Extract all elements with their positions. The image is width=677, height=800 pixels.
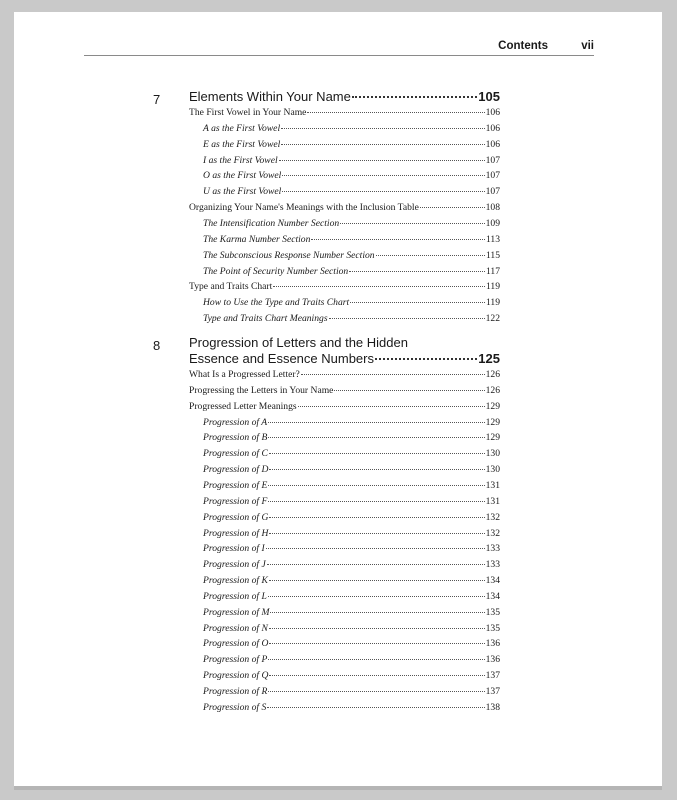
entry-page-number: 137 <box>485 670 500 682</box>
entry-title: Progression of C <box>203 448 268 460</box>
entry-title: What Is a Progressed Letter? <box>189 369 300 380</box>
toc-subentry[interactable] <box>203 137 500 153</box>
entry-page-number: 109 <box>485 217 500 229</box>
entry-page-number: 107 <box>485 170 500 182</box>
entry-title: The Intensification Number Section <box>203 217 340 229</box>
toc-entry[interactable] <box>189 399 500 415</box>
chapter-title-line[interactable] <box>189 351 500 367</box>
toc-subentry[interactable] <box>203 232 500 248</box>
running-header <box>84 40 594 56</box>
dot-leader <box>266 547 485 549</box>
dot-leader <box>282 174 484 176</box>
dot-leader <box>269 452 485 454</box>
chapter-title: Progression of Letters and the Hidden <box>189 335 408 350</box>
dot-leader <box>268 595 485 597</box>
dot-leader <box>269 642 484 644</box>
toc-subentry[interactable] <box>203 636 500 652</box>
toc-subentry[interactable] <box>203 264 500 280</box>
entry-title: Progression of B <box>203 432 268 444</box>
toc-subentry[interactable] <box>203 311 500 327</box>
entry-title: A as the First Vowel <box>203 122 281 134</box>
toc-entry[interactable] <box>189 383 500 399</box>
dot-leader <box>329 317 485 319</box>
header-rule <box>84 55 594 56</box>
entry-page-number: 130 <box>485 448 500 460</box>
entry-page-number: 115 <box>485 249 500 261</box>
toc-subentry[interactable] <box>203 415 500 431</box>
dot-leader <box>269 516 484 518</box>
toc-subentry[interactable] <box>203 526 500 542</box>
entry-page-number: 132 <box>485 511 500 523</box>
dot-leader <box>268 484 484 486</box>
chapter-title: Essence and Essence Numbers <box>189 351 374 366</box>
entry-title: Progression of K <box>203 575 268 587</box>
toc-subentry[interactable] <box>203 589 500 605</box>
toc-subentry[interactable] <box>203 684 500 700</box>
entry-page-number: 138 <box>485 701 500 713</box>
dot-leader <box>269 627 485 629</box>
dot-leader <box>268 421 484 423</box>
entry-page-number: 106 <box>485 122 500 134</box>
entry-title: The Karma Number Section <box>203 233 311 245</box>
entry-page-number: 131 <box>485 495 500 507</box>
entry-page-number: 119 <box>485 281 500 293</box>
toc-subentry[interactable] <box>203 557 500 573</box>
entry-title: Progression of A <box>203 416 268 428</box>
entry-title: How to Use the Type and Traits Chart <box>203 297 350 309</box>
entry-title: Progression of N <box>203 622 268 634</box>
entry-page-number: 134 <box>485 590 500 602</box>
toc-subentry[interactable] <box>203 478 500 494</box>
chapter-page-number: 125 <box>478 351 500 366</box>
header-title: Contents <box>498 40 548 52</box>
toc-subentry[interactable] <box>203 605 500 621</box>
toc-subentry[interactable] <box>203 168 500 184</box>
dot-leader <box>349 270 485 272</box>
dot-leader <box>273 285 485 287</box>
toc-subentry[interactable] <box>203 494 500 510</box>
page-shadow <box>14 786 662 790</box>
entry-title: U as the First Vowel <box>203 186 282 198</box>
entry-title: E as the First Vowel <box>203 138 281 150</box>
dot-leader <box>269 468 484 470</box>
dot-leader <box>352 95 477 98</box>
toc-subentry[interactable] <box>203 248 500 264</box>
toc-subentry[interactable] <box>203 510 500 526</box>
entry-title: Progression of H <box>203 527 269 539</box>
entry-page-number: 130 <box>485 464 500 476</box>
entry-title: The Point of Security Number Section <box>203 265 349 277</box>
dot-leader <box>281 127 485 129</box>
dot-leader <box>334 389 484 391</box>
dot-leader <box>268 690 484 692</box>
entry-title: Progression of J <box>203 559 266 571</box>
entry-page-number: 106 <box>485 138 500 150</box>
entry-page-number: 133 <box>485 559 500 571</box>
toc-subentry[interactable] <box>203 462 500 478</box>
entry-title: Progression of I <box>203 543 265 555</box>
dot-leader <box>267 563 485 565</box>
entry-page-number: 135 <box>485 622 500 634</box>
toc-subentry[interactable] <box>203 295 500 311</box>
toc-entry[interactable] <box>189 105 500 121</box>
entry-page-number: 107 <box>485 186 500 198</box>
dot-leader <box>282 190 484 192</box>
chapter-page-number: 105 <box>478 89 500 104</box>
toc-subentry[interactable] <box>203 700 500 716</box>
dot-leader <box>298 405 485 407</box>
toc-subentry[interactable] <box>203 430 500 446</box>
dot-leader <box>269 532 484 534</box>
entry-title: Progression of F <box>203 495 268 507</box>
entry-title: Progression of S <box>203 701 267 713</box>
entry-page-number: 135 <box>485 606 500 618</box>
entry-page-number: 131 <box>485 479 500 491</box>
dot-leader <box>269 674 484 676</box>
entry-page-number: 106 <box>485 107 500 118</box>
entry-page-number: 113 <box>485 233 500 245</box>
entry-title: Progression of O <box>203 638 269 650</box>
chapter-title-line[interactable] <box>189 335 408 351</box>
entry-title: Progression of M <box>203 606 270 618</box>
dot-leader <box>375 357 477 360</box>
entry-page-number: 134 <box>485 575 500 587</box>
header-page-number: vii <box>581 40 594 52</box>
toc-subentry[interactable] <box>203 153 500 169</box>
entry-title: Type and Traits Chart Meanings <box>203 313 328 325</box>
entry-title: Progression of R <box>203 686 268 697</box>
entry-page-number: 132 <box>485 527 500 539</box>
dot-leader <box>376 254 485 256</box>
toc-subentry[interactable] <box>203 446 500 462</box>
chapter-title-line[interactable] <box>189 89 500 105</box>
toc-entry[interactable] <box>189 279 500 295</box>
dot-leader <box>268 658 484 660</box>
chapter-number: 8 <box>153 338 161 353</box>
toc-entry[interactable] <box>189 367 500 383</box>
entry-page-number: 133 <box>485 543 500 555</box>
dot-leader <box>301 373 485 375</box>
entry-page-number: 126 <box>485 369 500 380</box>
entry-page-number: 122 <box>485 313 500 325</box>
dot-leader <box>420 206 485 208</box>
dot-leader <box>311 238 485 240</box>
dot-leader <box>281 143 484 145</box>
dot-leader <box>268 500 484 502</box>
entry-page-number: 107 <box>485 154 500 166</box>
dot-leader <box>340 222 484 224</box>
toc-subentry[interactable] <box>203 573 500 589</box>
toc-subentry[interactable] <box>203 121 500 137</box>
entry-title: The Subconscious Response Number Section <box>203 249 375 261</box>
dot-leader <box>279 159 485 161</box>
entry-title: Progression of D <box>203 464 269 476</box>
entry-title: The First Vowel in Your Name <box>189 107 307 118</box>
entry-page-number: 117 <box>485 265 500 277</box>
entry-page-number: 129 <box>485 400 500 412</box>
entry-page-number: 129 <box>485 432 500 444</box>
dot-leader <box>269 579 485 581</box>
entry-title: Progression of G <box>203 511 269 523</box>
entry-title: Progression of P <box>203 654 268 666</box>
dot-leader <box>307 111 484 113</box>
entry-page-number: 136 <box>485 654 500 666</box>
entry-title: Organizing Your Name's Meanings with the Inclusion Table <box>189 202 419 214</box>
entry-title: Progressed Letter Meanings <box>189 400 297 412</box>
entry-title: Progression of Q <box>203 670 269 682</box>
entry-page-number: 108 <box>485 202 500 214</box>
entry-page-number: 126 <box>485 384 500 396</box>
dot-leader <box>350 301 485 303</box>
entry-title: Progression of E <box>203 479 268 491</box>
chapter-title: Elements Within Your Name <box>189 89 351 104</box>
entry-title: Progression of L <box>203 590 267 602</box>
toc-subentry[interactable] <box>203 541 500 557</box>
entry-page-number: 129 <box>485 416 500 428</box>
toc-subentry[interactable] <box>203 652 500 668</box>
toc-subentry[interactable] <box>203 216 500 232</box>
dot-leader <box>267 706 484 708</box>
entry-title: Type and Traits Chart <box>189 281 273 293</box>
entry-page-number: 119 <box>485 297 500 309</box>
entry-page-number: 137 <box>485 686 500 697</box>
chapter-number: 7 <box>153 92 161 107</box>
entry-title: Progressing the Letters in Your Name <box>189 384 334 396</box>
entry-page-number: 136 <box>485 638 500 650</box>
dot-leader <box>270 611 484 613</box>
toc-entry[interactable] <box>189 200 500 216</box>
toc-subentry[interactable] <box>203 668 500 684</box>
entry-title: I as the First Vowel <box>203 154 278 166</box>
dot-leader <box>268 436 484 438</box>
toc-subentry[interactable] <box>203 184 500 200</box>
toc-subentry[interactable] <box>203 621 500 637</box>
entry-title: O as the First Vowel <box>203 170 282 182</box>
